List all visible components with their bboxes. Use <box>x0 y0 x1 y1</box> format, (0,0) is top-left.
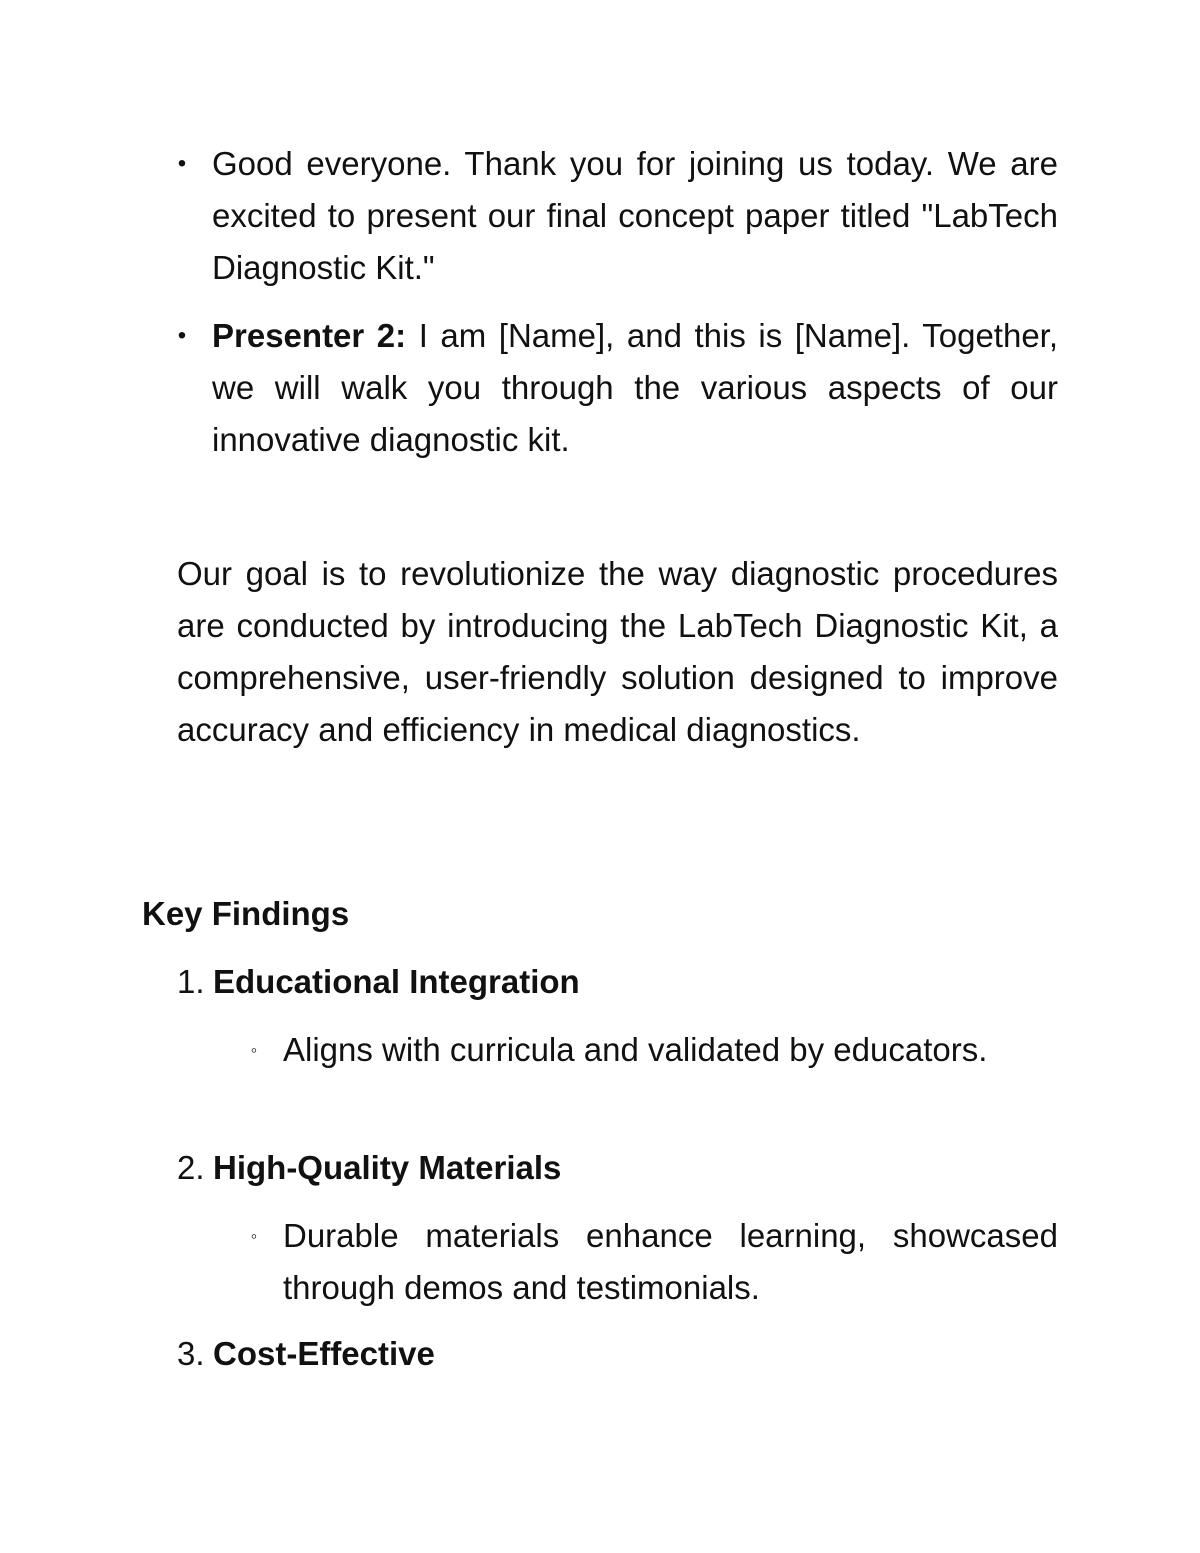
hollow-bullet-icon <box>247 1210 261 1262</box>
bullet-text: I am [Name], and this is [Name]. Together, we will walk you through the various aspects of our innovative diagnostic kit. <box>212 317 1059 458</box>
bullet-icon <box>172 310 192 362</box>
finding-title: Cost-Effective <box>213 1335 435 1372</box>
finding-number: 2. <box>177 1149 205 1186</box>
bullet-list <box>212 138 1058 482</box>
finding-item <box>177 956 1058 1008</box>
list-item <box>212 138 1058 294</box>
intro-paragraph: Our goal is to revolutionize the way diagnostic procedures are conducted by introducing the LabTech Diagnostic Kit, a comprehensive, user-friendly solution designed to improve accuracy and efficiency in medical diagnostics. <box>177 555 1058 748</box>
finding-detail <box>283 1210 1058 1314</box>
key-findings-heading: Key Findings <box>142 895 350 932</box>
bullet-text: Good everyone. Thank you for joining us today. We are excited to present our final concept paper titled "LabTech Diagnostic Kit." <box>212 145 1058 286</box>
finding-detail-text: Durable materials enhance learning, showcased through demos and testimonials. <box>283 1217 1058 1306</box>
presenter-label: Presenter 2: <box>212 317 407 354</box>
finding-item <box>177 1328 1058 1380</box>
finding-number: 1. <box>177 963 205 1000</box>
finding-item <box>177 1142 1058 1194</box>
bullet-icon <box>172 138 192 190</box>
list-item <box>212 310 1058 466</box>
finding-title: Educational Integration <box>213 963 580 1000</box>
hollow-bullet-icon <box>247 1024 261 1076</box>
finding-detail <box>283 1024 1058 1076</box>
finding-title: High-Quality Materials <box>213 1149 562 1186</box>
finding-detail-text: Aligns with curricula and validated by educators. <box>283 1031 988 1068</box>
finding-number: 3. <box>177 1335 205 1372</box>
